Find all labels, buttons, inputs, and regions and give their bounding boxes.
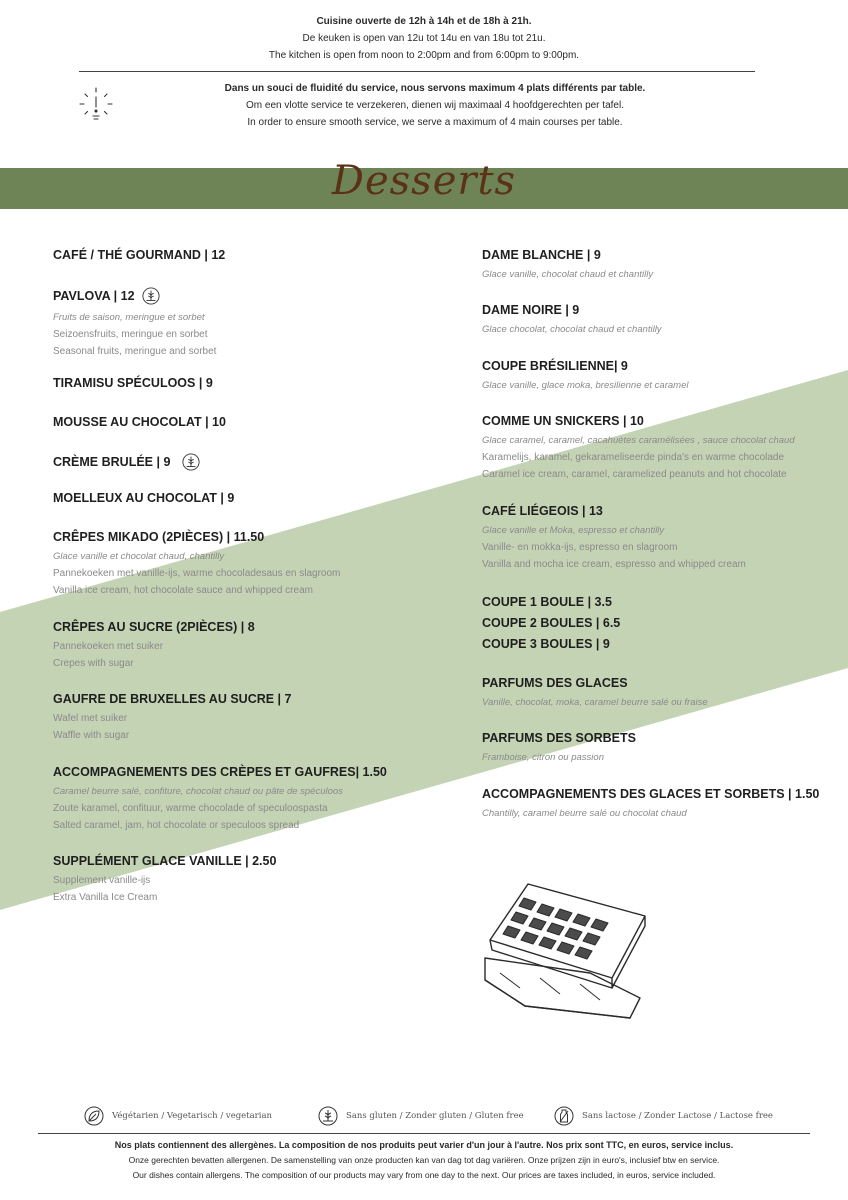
kitchen-hours — [0, 13, 848, 64]
menu-item — [53, 453, 200, 471]
item-desc-fr: Glace vanille et Moka, espresso et chantilly — [482, 525, 665, 536]
menu-item — [53, 620, 255, 672]
menu-item-scoops — [482, 592, 620, 655]
menu-item — [53, 287, 216, 360]
footer-divider — [38, 1133, 810, 1134]
header-divider — [79, 71, 755, 72]
notice-en: In order to ensure smooth service, we serve a maximum of 4 main courses per table. — [247, 117, 623, 128]
item-name: SUPPLÉMENT GLACE VANILLE | 2.50 — [53, 854, 277, 868]
item-desc-fr: Chantilly, caramel beurre salé ou chocolat chaud — [482, 808, 687, 819]
item-desc-nl: Wafel met suiker — [53, 713, 128, 724]
item-desc-en: Seasonal fruits, meringue and sorbet — [53, 346, 217, 357]
footer-en: Our dishes contain allergens. The composition of our products may vary from one day to the next. Our prices are taxes included, in euros, service included. — [132, 1170, 716, 1180]
legend-vegetarian — [84, 1106, 272, 1126]
service-notice — [150, 80, 720, 131]
item-name: MOUSSE AU CHOCOLAT | 10 — [53, 415, 226, 429]
item-desc-nl: Karamelijs, karamel, gekarameliseerde pinda's en warme chocolade — [482, 452, 785, 463]
item-desc-fr: Fruits de saison, meringue et sorbet — [53, 312, 205, 323]
menu-item — [53, 415, 226, 429]
item-desc-nl: Vanille- en mokka-ijs, espresso en slagroom — [482, 542, 678, 553]
item-name-text: CRÈME BRULÉE | 9 — [53, 455, 171, 469]
item-name: PARFUMS DES GLACES — [482, 676, 628, 690]
menu-item — [53, 692, 291, 744]
menu-item — [482, 248, 653, 283]
menu-item — [53, 376, 213, 390]
legend-label: Sans gluten / Zonder gluten / Gluten free — [346, 1111, 524, 1121]
menu-item — [482, 504, 746, 573]
item-desc-fr: Vanille, chocolat, moka, caramel beurre salé ou fraise — [482, 697, 708, 708]
hours-fr: Cuisine ouverte de 12h à 14h et de 18h à 21h. — [316, 16, 532, 27]
allergen-footer — [0, 1138, 848, 1183]
waffle-illustration — [480, 878, 655, 1038]
item-desc-en: Waffle with sugar — [53, 730, 130, 741]
item-desc-fr: Glace vanille, chocolat chaud et chantilly — [482, 269, 654, 280]
item-name: MOELLEUX AU CHOCOLAT | 9 — [53, 491, 235, 505]
item-name — [53, 287, 216, 305]
menu-item — [482, 676, 708, 711]
item-desc-nl: Pannekoeken met vanille-ijs, warme chocoladesaus en slagroom — [53, 568, 341, 579]
item-desc-fr: Caramel beurre salé, confiture, chocolat chaud ou pâte de spéculoos — [53, 786, 343, 797]
hours-nl: De keuken is open van 12u tot 14u en van 18u tot 21u. — [302, 33, 546, 44]
menu-item — [53, 854, 276, 906]
item-desc-nl: Pannekoeken met suiker — [53, 641, 164, 652]
section-title: Desserts — [331, 158, 517, 204]
menu-item — [482, 414, 795, 483]
item-name-text: PAVLOVA | 12 — [53, 289, 135, 303]
item-name: PARFUMS DES SORBETS — [482, 731, 636, 745]
item-desc-fr: Glace caramel, caramel, cacahuètes caramélisées , sauce chocolat chaud — [482, 435, 795, 446]
item-desc-nl: Supplement vanille-ijs — [53, 875, 151, 886]
legend-gluten-free — [318, 1106, 524, 1126]
item-desc-en: Salted caramel, jam, hot chocolate or speculoos spread — [53, 820, 300, 831]
item-name: COUPE 1 BOULE | 3.5 — [482, 595, 612, 609]
item-name: COUPE 3 BOULES | 9 — [482, 637, 610, 651]
gluten-free-icon — [182, 453, 200, 471]
legend-label: Végétarien / Vegetarisch / vegetarian — [112, 1111, 272, 1121]
allergen-legend — [84, 1106, 784, 1130]
footer-nl: Onze gerechten bevatten allergenen. De samenstelling van onze producten kan van dag tot dag variëren. Onze prijzen zijn in euro's, inclusief btw en service. — [128, 1155, 720, 1165]
item-name: CRÊPES MIKADO (2PIÈCES) | 11.50 — [53, 530, 265, 544]
item-name: COUPE 2 BOULES | 6.5 — [482, 616, 621, 630]
item-name: COMME UN SNICKERS | 10 — [482, 414, 644, 428]
notice-nl: Om een vlotte service te verzekeren, dienen wij maximaal 4 hoofdgerechten per tafel. — [246, 100, 624, 111]
menu-item — [53, 248, 225, 262]
legend-lactose-free — [554, 1106, 773, 1126]
item-name — [53, 453, 200, 471]
menu-item — [53, 530, 340, 599]
menu-item — [482, 787, 819, 822]
item-name: DAME NOIRE | 9 — [482, 303, 580, 317]
lightbulb-alert-icon — [78, 86, 114, 122]
leaf-icon — [84, 1106, 104, 1126]
footer-fr: Nos plats contiennent des allergènes. La composition de nos produits peut varier d'un jour à l'autre. Nos prix sont TTC, en euros, service inclus. — [114, 1140, 734, 1150]
gluten-free-icon — [142, 287, 160, 305]
item-desc-nl: Zoute karamel, confituur, warme chocolade of speculoospasta — [53, 803, 328, 814]
legend-label: Sans lactose / Zonder Lactose / Lactose free — [582, 1111, 773, 1121]
item-desc-fr: Glace chocolat, chocolat chaud et chantilly — [482, 324, 662, 335]
menu-item — [482, 303, 662, 338]
menu-item — [482, 731, 636, 766]
wheat-crossed-icon — [318, 1106, 338, 1126]
menu-item — [53, 491, 234, 505]
item-name: CAFÉ LIÉGEOIS | 13 — [482, 504, 603, 518]
item-name: ACCOMPAGNEMENTS DES CRÈPES ET GAUFRES| 1.50 — [53, 765, 387, 779]
item-name: COUPE BRÉSILIENNE| 9 — [482, 359, 628, 373]
item-name: TIRAMISU SPÉCULOOS | 9 — [53, 376, 213, 390]
milk-bottle-icon — [554, 1106, 574, 1126]
item-name: DAME BLANCHE | 9 — [482, 248, 601, 262]
menu-item — [482, 359, 688, 394]
item-name: CRÊPES AU SUCRE (2PIÈCES) | 8 — [53, 620, 255, 634]
item-desc-en: Crepes with sugar — [53, 658, 134, 669]
item-desc-en: Vanilla ice cream, hot chocolate sauce and whipped cream — [53, 585, 313, 596]
menu-item — [53, 765, 387, 834]
item-desc-fr: Glace vanille, glace moka, bresilienne et caramel — [482, 380, 689, 391]
item-desc-nl: Seizoensfruits, meringue en sorbet — [53, 329, 208, 340]
notice-fr: Dans un souci de fluidité du service, nous servons maximum 4 plats différents par table. — [224, 83, 646, 94]
item-name: GAUFRE DE BRUXELLES AU SUCRE | 7 — [53, 692, 292, 706]
item-name: ACCOMPAGNEMENTS DES GLACES ET SORBETS | 1.50 — [482, 787, 820, 801]
item-desc-en: Caramel ice cream, caramel, caramelized peanuts and hot chocolate — [482, 469, 787, 480]
item-desc-fr: Framboise, citron ou passion — [482, 752, 604, 763]
item-desc-fr: Glace vanille et chocolat chaud, chantilly — [53, 551, 225, 562]
hours-en: The kitchen is open from noon to 2:00pm and from 6:00pm to 9:00pm. — [268, 50, 580, 61]
item-desc-en: Vanilla and mocha ice cream, espresso and whipped cream — [482, 559, 746, 570]
item-name: CAFÉ / THÉ GOURMAND | 12 — [53, 248, 226, 262]
item-desc-en: Extra Vanilla Ice Cream — [53, 892, 158, 903]
